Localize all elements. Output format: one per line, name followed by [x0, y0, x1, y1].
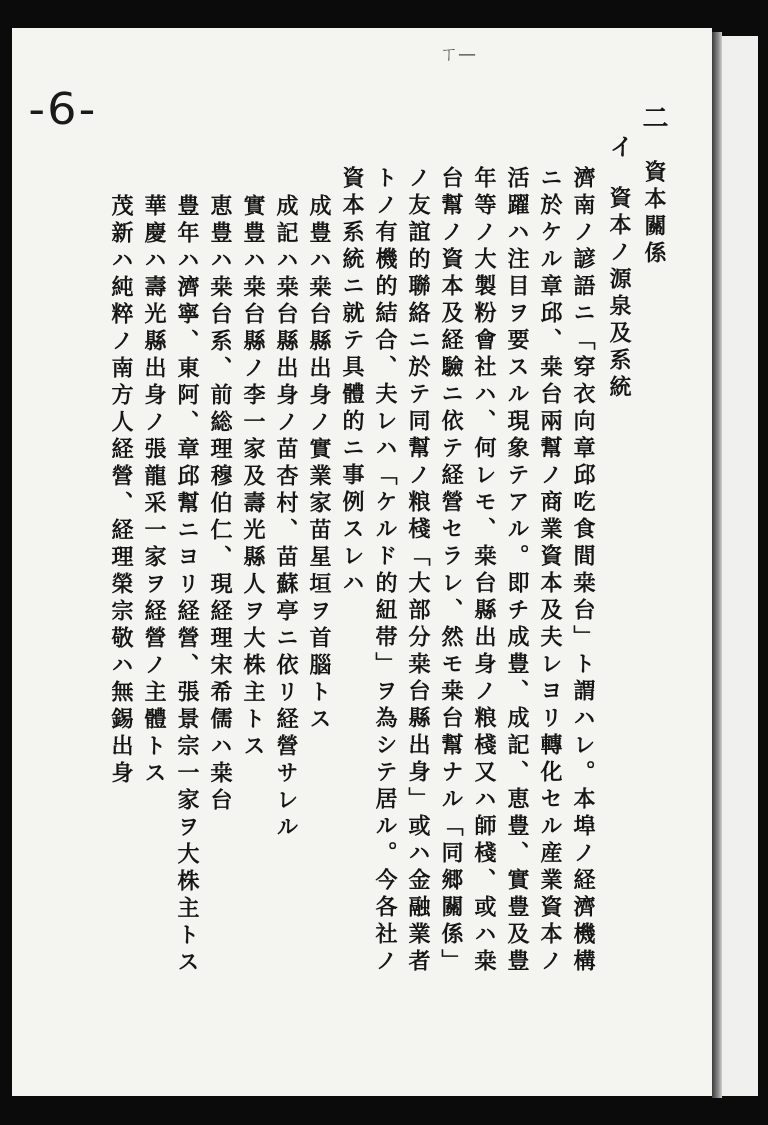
paragraph-line-2: ニ於ケル章邱、桒台兩幫ノ商業資本及夫レヨリ轉化セル産業資本ノ	[537, 166, 563, 976]
company-line-6: 華慶ハ壽光縣出身ノ張龍采一家ヲ経營ノ主體トス	[141, 194, 167, 788]
paragraph-line-1: 濟南ノ諺語ニ「穿衣向章邱吃食間桒台」ト謂ハレ。本埠ノ経濟機構	[570, 166, 596, 976]
company-line-3: 實豊ハ桒台縣ノ李一家及壽光縣人ヲ大株主トス	[240, 194, 266, 761]
page-edge-shadow	[712, 32, 722, 1098]
paragraph-line-8: 資本系統ニ就テ具體的ニ事例スレハ	[339, 166, 365, 598]
paragraph-line-6: ノ友誼的聯絡ニ於テ同幫ノ粮棧「大部分桒台縣出身」或ハ金融業者	[405, 166, 431, 976]
back-sheet	[722, 36, 758, 1096]
company-line-5: 豊年ハ濟寧、東阿、章邱幫ニヨリ経營、張景宗一家ヲ大株主トス	[174, 194, 200, 977]
section-heading: 資本關係	[641, 160, 667, 268]
sub-section-heading: 資本ノ源泉及系統	[606, 186, 632, 402]
company-line-4: 恵豊ハ桒台系、前総理穆伯仁、現経理宋希儒ハ桒台	[207, 194, 233, 815]
top-mark: ㄒ—	[440, 44, 476, 65]
page-number: -6-	[28, 84, 98, 135]
paragraph-line-7: トノ有機的結合、夫レハ「ケルド的紐帯」ヲ為シテ居ル。今各社ノ	[372, 166, 398, 976]
paragraph-line-5: 台幫ノ資本及経驗ニ依テ経營セラレ、然モ桒台幫ナル「同郷關係」	[438, 166, 464, 976]
paragraph-line-4: 年等ノ大製粉會社ハ、何レモ、桒台縣出身ノ粮棧又ハ師棧、或ハ桒	[471, 166, 497, 976]
sub-section-marker: イ	[605, 134, 634, 163]
company-line-1: 成豊ハ桒台縣出身ノ實業家苗星垣ヲ首腦トス	[306, 194, 332, 734]
section-number: 二	[638, 104, 668, 135]
company-line-2: 成記ハ桒台縣出身ノ苗杏村、苗蘇亭ニ依リ経營サレル	[273, 194, 299, 842]
paragraph-line-3: 活躍ハ注目ヲ要スル現象テアル。即チ成豊、成記、恵豊、實豊及豊	[504, 166, 530, 976]
company-line-7: 茂新ハ純粹ノ南方人経營、経理榮宗敬ハ無錫出身	[108, 194, 134, 788]
